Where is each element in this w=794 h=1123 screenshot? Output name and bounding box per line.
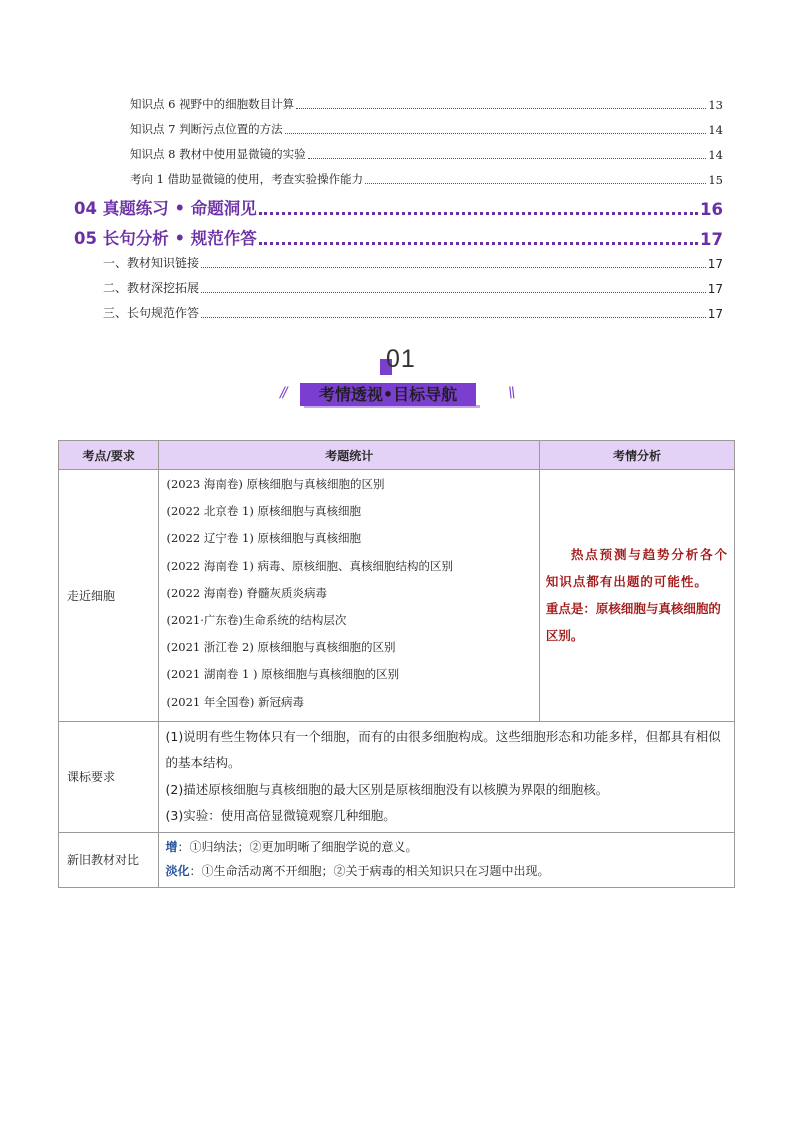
toc-leader	[201, 292, 706, 293]
weakened-text: ：①生命活动离不开细胞；②关于病毒的相关知识只在习题中出现。	[189, 863, 550, 878]
exam-stat-item: (2021·广东卷)生命系统的结构层次	[166, 612, 347, 627]
added-tag: 增	[165, 839, 178, 854]
header-cell: 考点/要求	[59, 441, 159, 470]
requirement-item: (1)说明有些生物体只有一个细胞，而有的由很多细胞构成。这些细胞形态和功能多样，但都具有相似的基本结构。	[165, 728, 721, 771]
analysis-trend: 热点预测与趋势分析各个知识点都有出题的可能性。	[545, 547, 728, 590]
toc-leader	[296, 108, 706, 109]
toc-entry[interactable]	[130, 146, 723, 162]
toc-entry-label: 二、教材深挖拓展	[103, 281, 200, 295]
toc-entry[interactable]	[103, 254, 723, 271]
toc-entry-label: 知识点 6 视野中的细胞数目计算	[130, 97, 295, 111]
textbook-comparison	[159, 832, 735, 887]
table-row	[59, 721, 735, 832]
header-cell: 考情分析	[539, 441, 734, 470]
toc-leader	[308, 158, 707, 159]
slash-decoration-left: //	[280, 385, 286, 401]
curriculum-requirements	[159, 721, 735, 832]
toc-leader	[259, 212, 698, 215]
toc-entry[interactable]	[130, 121, 723, 137]
toc-page-number: 17	[700, 230, 723, 249]
toc-leader	[201, 267, 706, 268]
section-title: 考情透视•目标导航	[318, 385, 458, 404]
exam-stat-item: (2022 海南卷) 脊髓灰质炎病毒	[166, 585, 328, 600]
exam-analysis-table	[58, 440, 735, 888]
analysis-cell	[539, 470, 734, 722]
slash-decoration-right: \\	[508, 385, 514, 401]
toc-page-number: 15	[708, 173, 723, 187]
toc-entry[interactable]	[103, 279, 723, 296]
analysis-focus: 重点是：原核细胞与真核细胞的区别。	[545, 601, 721, 644]
toc-entry[interactable]	[130, 171, 723, 187]
toc-leader	[259, 242, 698, 245]
toc-entry-label: 三、长句规范作答	[103, 306, 200, 320]
toc-entry-label: 知识点 7 判断污点位置的方法	[130, 122, 283, 136]
exam-stat-item: (2022 海南卷 1) 病毒、原核细胞、真核细胞结构的区别	[166, 558, 454, 573]
requirement-item: (3)实验：使用高倍显微镜观察几种细胞。	[165, 808, 396, 824]
exam-stat-item: (2023 海南卷) 原核细胞与真核细胞的区别	[166, 477, 385, 491]
row-label: 走近细胞	[59, 470, 159, 722]
comparison-added	[165, 835, 728, 859]
toc-leader	[201, 317, 706, 318]
toc-chapter-label: 05 长句分析 • 规范作答	[74, 229, 257, 248]
toc-page-number: 17	[707, 307, 723, 321]
added-text: ：①归纳法；②更加明晰了细胞学说的意义。	[177, 839, 418, 854]
toc-entry-label: 考向 1 借助显微镜的使用，考查实验操作能力	[130, 172, 364, 186]
exam-stat-item: (2022 北京卷 1) 原核细胞与真核细胞	[166, 504, 362, 519]
section-number	[380, 345, 420, 377]
toc-leader	[285, 133, 707, 134]
toc-chapter[interactable]	[74, 225, 723, 249]
exam-stat-item: (2022 辽宁卷 1) 原核细胞与真核细胞	[166, 531, 362, 546]
toc-entry[interactable]	[103, 304, 723, 321]
requirement-item: (2)描述原核细胞与真核细胞的最大区别是原核细胞没有以核膜为界限的细胞核。	[165, 781, 609, 797]
toc-leader	[365, 183, 706, 184]
exam-stat-item: (2021 年全国卷) 新冠病毒	[166, 694, 305, 709]
header-cell: 考题统计	[159, 441, 539, 470]
row-label: 课标要求	[59, 721, 159, 832]
toc-page-number: 14	[708, 123, 723, 137]
section-number-text: 01	[386, 345, 416, 373]
section-title-banner	[280, 381, 516, 409]
toc-page-number: 17	[707, 257, 723, 271]
toc-page-number: 16	[700, 200, 723, 219]
toc-entry-label: 知识点 8 教材中使用显微镜的实验	[130, 147, 306, 161]
toc-entry-label: 一、教材知识链接	[103, 256, 200, 270]
toc-page-number: 14	[708, 148, 723, 162]
toc-entry[interactable]	[130, 96, 723, 112]
toc-page-number: 17	[707, 282, 723, 296]
comparison-weakened	[165, 859, 728, 883]
toc-chapter-label: 04 真题练习 • 命题洞见	[74, 199, 257, 218]
row-label: 新旧教材对比	[59, 832, 159, 887]
toc-page-number: 13	[708, 98, 723, 112]
exam-stat-item: (2021 浙江卷 2) 原核细胞与真核细胞的区别	[166, 640, 396, 655]
toc-chapter[interactable]	[74, 195, 723, 219]
table-row	[59, 470, 735, 722]
table-header-row	[59, 441, 735, 470]
exam-stat-item: (2021 湖南卷 1 ) 原核细胞与真核细胞的区别	[166, 667, 400, 682]
exam-stats-cell	[159, 470, 539, 722]
weakened-tag: 淡化	[165, 863, 190, 878]
table-row	[59, 832, 735, 887]
